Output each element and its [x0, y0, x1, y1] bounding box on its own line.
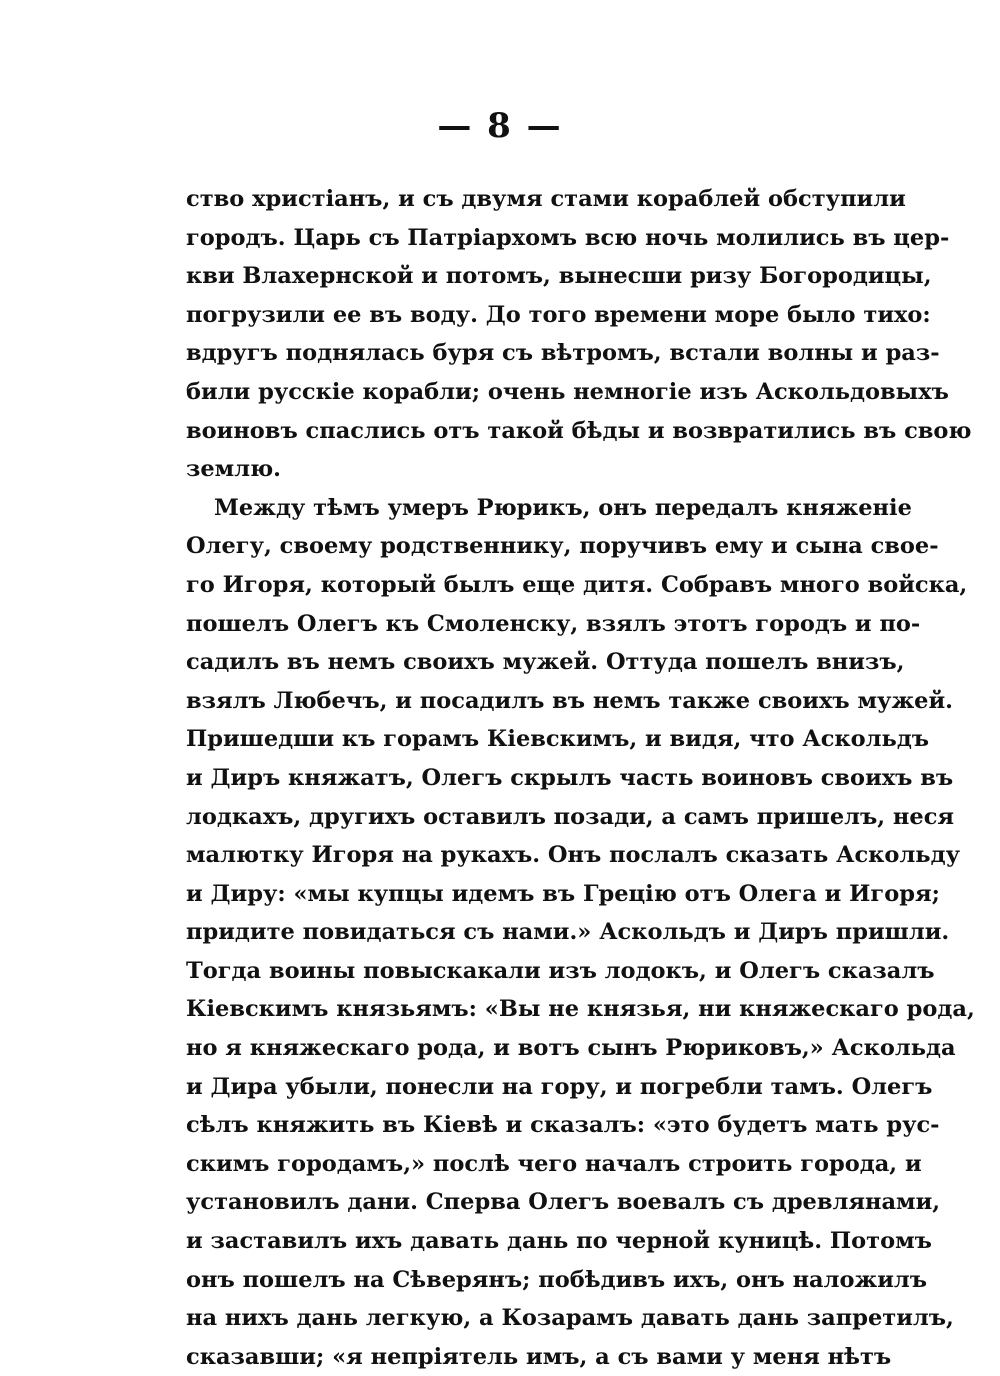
text-line: малютку Игоря на рукахъ. Онъ послалъ сказать Аскольду [186, 842, 960, 869]
text-line: Олегу, своему родственнику, поручивъ ему и сына свое- [186, 533, 939, 560]
text-line: воиновъ спаслись отъ такой бѣды и возвратились въ свою [186, 417, 972, 444]
text-line: сѣлъ княжить въ Кіевѣ и сказалъ: «это будетъ мать рус- [186, 1112, 940, 1139]
text-line: сказавши; «я непріятель имъ, а съ вами у меня нѣтъ [186, 1343, 892, 1370]
text-line: но я княжескаго рода, и вотъ сынъ Рюриковъ,» Аскольда [186, 1035, 956, 1062]
text-line: кви Влахернской и потомъ, вынесши ризу Богородицы, [186, 263, 932, 290]
text-line: городъ. Царь съ Патріархомъ всю ночь молились въ цер- [186, 224, 950, 251]
text-line: и Диръ княжатъ, Олегъ скрылъ часть воиновъ своихъ въ [186, 764, 954, 791]
text-line: Кіевскимъ князьямъ: «Вы не князья, ни княжескаго рода, [186, 996, 975, 1023]
text-line: пошелъ Олегъ къ Смоленску, взялъ этотъ городъ и по- [186, 610, 921, 637]
text-line: го Игоря, который былъ еще дитя. Собравъ много войска, [186, 571, 968, 598]
text-line: и Дира убыли, понесли на гору, и погребли тамъ. Олегъ [186, 1073, 933, 1100]
text-line: придите повидаться съ нами.» Аскольдъ и Диръ пришли. [186, 919, 950, 946]
text-line: землю. [186, 456, 281, 483]
text-line: онъ пошелъ на Сѣверянъ; побѣдивъ ихъ, онъ наложилъ [186, 1266, 928, 1293]
text-line: на нихъ дань легкую, а Козарамъ давать дань запретилъ, [186, 1305, 954, 1332]
text-line: погрузили ее въ воду. До того времени море было тихо: [186, 301, 931, 328]
text-line: установилъ дани. Сперва Олегъ воевалъ съ древлянами, [186, 1189, 941, 1216]
text-line: ство христіанъ, и съ двумя стами кораблей обступили [186, 186, 906, 212]
text-line: и заставилъ ихъ давать дань по черной куницѣ. Потомъ [186, 1228, 932, 1255]
text-line: садилъ въ немъ своихъ мужей. Оттуда пошелъ внизъ, [186, 649, 905, 676]
text-line: Пришедши къ горамъ Кіевскимъ, и видя, что Аскольдъ [186, 726, 930, 753]
page-number: — 8 — [437, 106, 563, 146]
text-line: скимъ городамъ,» послѣ чего началъ строить города, и [186, 1150, 922, 1177]
text-line: и Диру: «мы купцы идемъ въ Грецію отъ Олега и Игоря; [186, 880, 940, 907]
body-text [186, 180, 975, 1376]
text-line: Тогда воины повыскакали изъ лодокъ, и Олегъ сказалъ [186, 957, 935, 984]
text-line: Между тѣмъ умеръ Рюрикъ, онъ передалъ княженіе [214, 494, 912, 521]
text-line: вдругъ поднялась буря съ вѣтромъ, встали волны и раз- [186, 340, 940, 367]
text-line: били русскіе корабли; очень немногіе изъ Аскольдовыхъ [186, 378, 949, 405]
text-line: взялъ Любечъ, и посадилъ въ немъ также своихъ мужей. [186, 687, 953, 714]
text-line: лодкахъ, другихъ оставилъ позади, а самъ пришелъ, неся [186, 803, 955, 830]
